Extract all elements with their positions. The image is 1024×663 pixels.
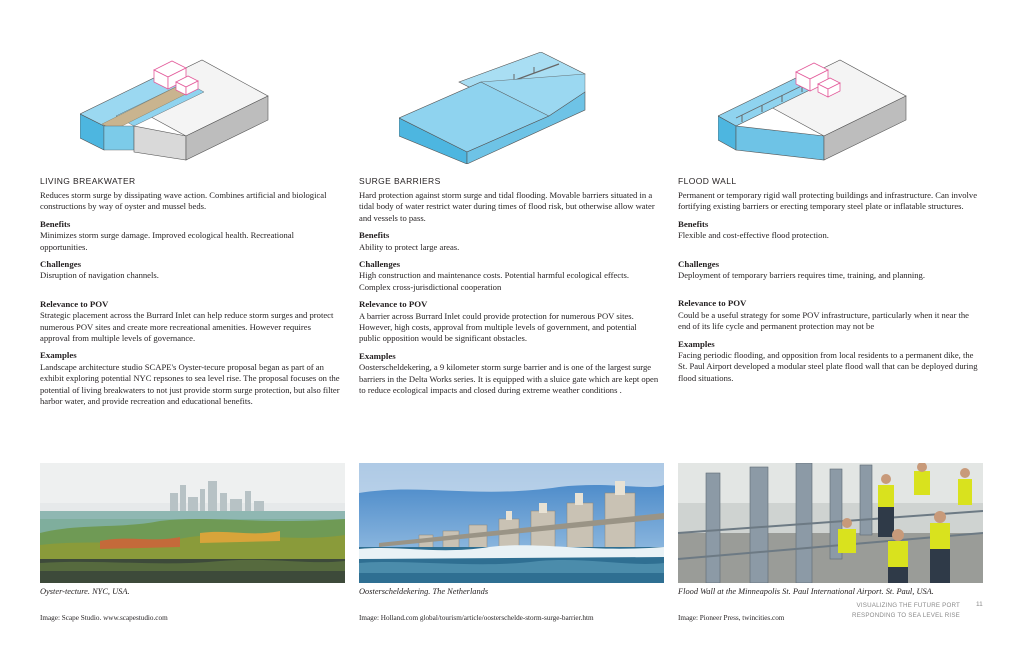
challenges-heading: Challenges — [40, 259, 82, 270]
strategy-text — [678, 190, 978, 384]
strategy-column-flood-wall — [678, 0, 988, 663]
strategy-text — [40, 190, 340, 408]
image-credit: Image: Scape Studio. www.scapestudio.com — [40, 614, 168, 622]
relevance-heading: Relevance to POV — [678, 298, 747, 309]
relevance-text: A barrier across Burrard Inlet could provide protection for numerous POV sites. However, high costs, approval from multiple levels of government, and potential public opposition would be significant obstacles. — [359, 310, 637, 344]
benefits-heading: Benefits — [359, 230, 390, 241]
examples-heading: Examples — [678, 338, 715, 349]
challenges-heading: Challenges — [678, 258, 720, 269]
examples-text: Landscape architecture studio SCAPE's Oyster-tecure proposal began as part of an exhibit exploring potential NYC repsones to sea level rise. The proposal focuses on the potential of living breakwaters to not just provide storm surge protection, but also filter harbor water, and provide recreation and educational benefits. — [40, 361, 340, 407]
page-footer — [842, 601, 960, 620]
challenges-heading: Challenges — [359, 259, 401, 270]
page-number: 11 — [976, 601, 983, 608]
strategy-column-surge-barriers — [359, 0, 669, 663]
photo-caption: Oosterscheldekering. The Netherlands — [359, 587, 489, 596]
description-text: Permanent or temporary rigid wall protecting buildings and infrastructure. Can involve fortifying existing barriers or erecting temporary steel plate or inflatable structures. — [678, 190, 978, 212]
image-credit: Image: Pioneer Press, twincities.com — [678, 614, 785, 622]
footer-subtitle: RESPONDING TO SEA LEVEL RISE — [852, 611, 960, 619]
strategy-heading: LIVING BREAKWATER — [40, 176, 136, 186]
challenges-text: Disruption of navigation channels. — [40, 270, 159, 281]
oyster-tecture-photo — [40, 463, 345, 583]
examples-heading: Examples — [40, 350, 77, 361]
flood-wall-diagram — [718, 52, 908, 164]
examples-text: Facing periodic flooding, and opposition from local residents to a permanent dike, the St. Paul Airport developed a modular steel plate flood wall that can be deployed during flood situations. — [678, 350, 978, 383]
surge-barrier-diagram — [399, 52, 589, 164]
benefits-text: Ability to protect large areas. — [359, 241, 460, 252]
photo-caption: Flood Wall at the Minneapolis St. Paul International Airport. St. Paul, USA. — [678, 587, 934, 596]
photo-caption: Oyster-tecture. NYC, USA. — [40, 587, 130, 596]
strategy-heading: SURGE BARRIERS — [359, 176, 441, 186]
benefits-text: Minimizes storm surge damage. Improved ecological health. Recreational opportunities. — [40, 230, 294, 252]
description-text: Hard protection against storm surge and tidal flooding. Movable barriers situated in a tidal body of water restrict water during times of flood risk, but otherwise allow water and vessels to pass. — [359, 190, 655, 223]
image-credit: Image: Holland.com global/tourism/article/oosterschelde-storm-surge-barrier.htm — [359, 614, 594, 622]
benefits-heading: Benefits — [678, 218, 709, 229]
examples-heading: Examples — [359, 350, 396, 361]
relevance-heading: Relevance to POV — [40, 298, 109, 309]
strategy-heading: FLOOD WALL — [678, 176, 737, 186]
living-breakwater-diagram — [80, 52, 270, 164]
challenges-text: Deployment of temporary barriers requires time, training, and planning. — [678, 270, 925, 281]
relevance-heading: Relevance to POV — [359, 299, 428, 310]
footer-title: VISUALIZING THE FUTURE PORT — [856, 602, 960, 609]
benefits-text: Flexible and cost-effective flood protection. — [678, 230, 829, 241]
oosterscheldekering-photo — [359, 463, 664, 583]
challenges-text: High construction and maintenance costs. Potential harmful ecological effects. Complex cross-jurisdictional cooperation — [359, 270, 629, 292]
description-text: Reduces storm surge by dissipating wave action. Combines artificial and biological constructions by way of oyster and mussel beds. — [40, 190, 327, 212]
strategy-text — [359, 190, 659, 397]
flood-wall-photo — [678, 463, 983, 583]
benefits-heading: Benefits — [40, 218, 71, 229]
relevance-text: Strategic placement across the Burrard Inlet can help reduce storm surges and protect numerous POV sites and create more recreational amenities. However requires approval from multiple levels of governance. — [40, 310, 334, 344]
strategy-column-living-breakwater — [40, 0, 350, 663]
examples-text: Oosterscheldekering, a 9 kilometer storm surge barrier and is one of the largest surge barriers in the Delta Works series. It is equipped with a sluice gate which are kept open to reduce ecological impacts and closed during extreme weather conditions . — [359, 362, 659, 396]
relevance-text: Could be a useful strategy for some POV infrastructure, particularly when it near the end of its life cycle and permanent protection may not be — [678, 309, 969, 332]
